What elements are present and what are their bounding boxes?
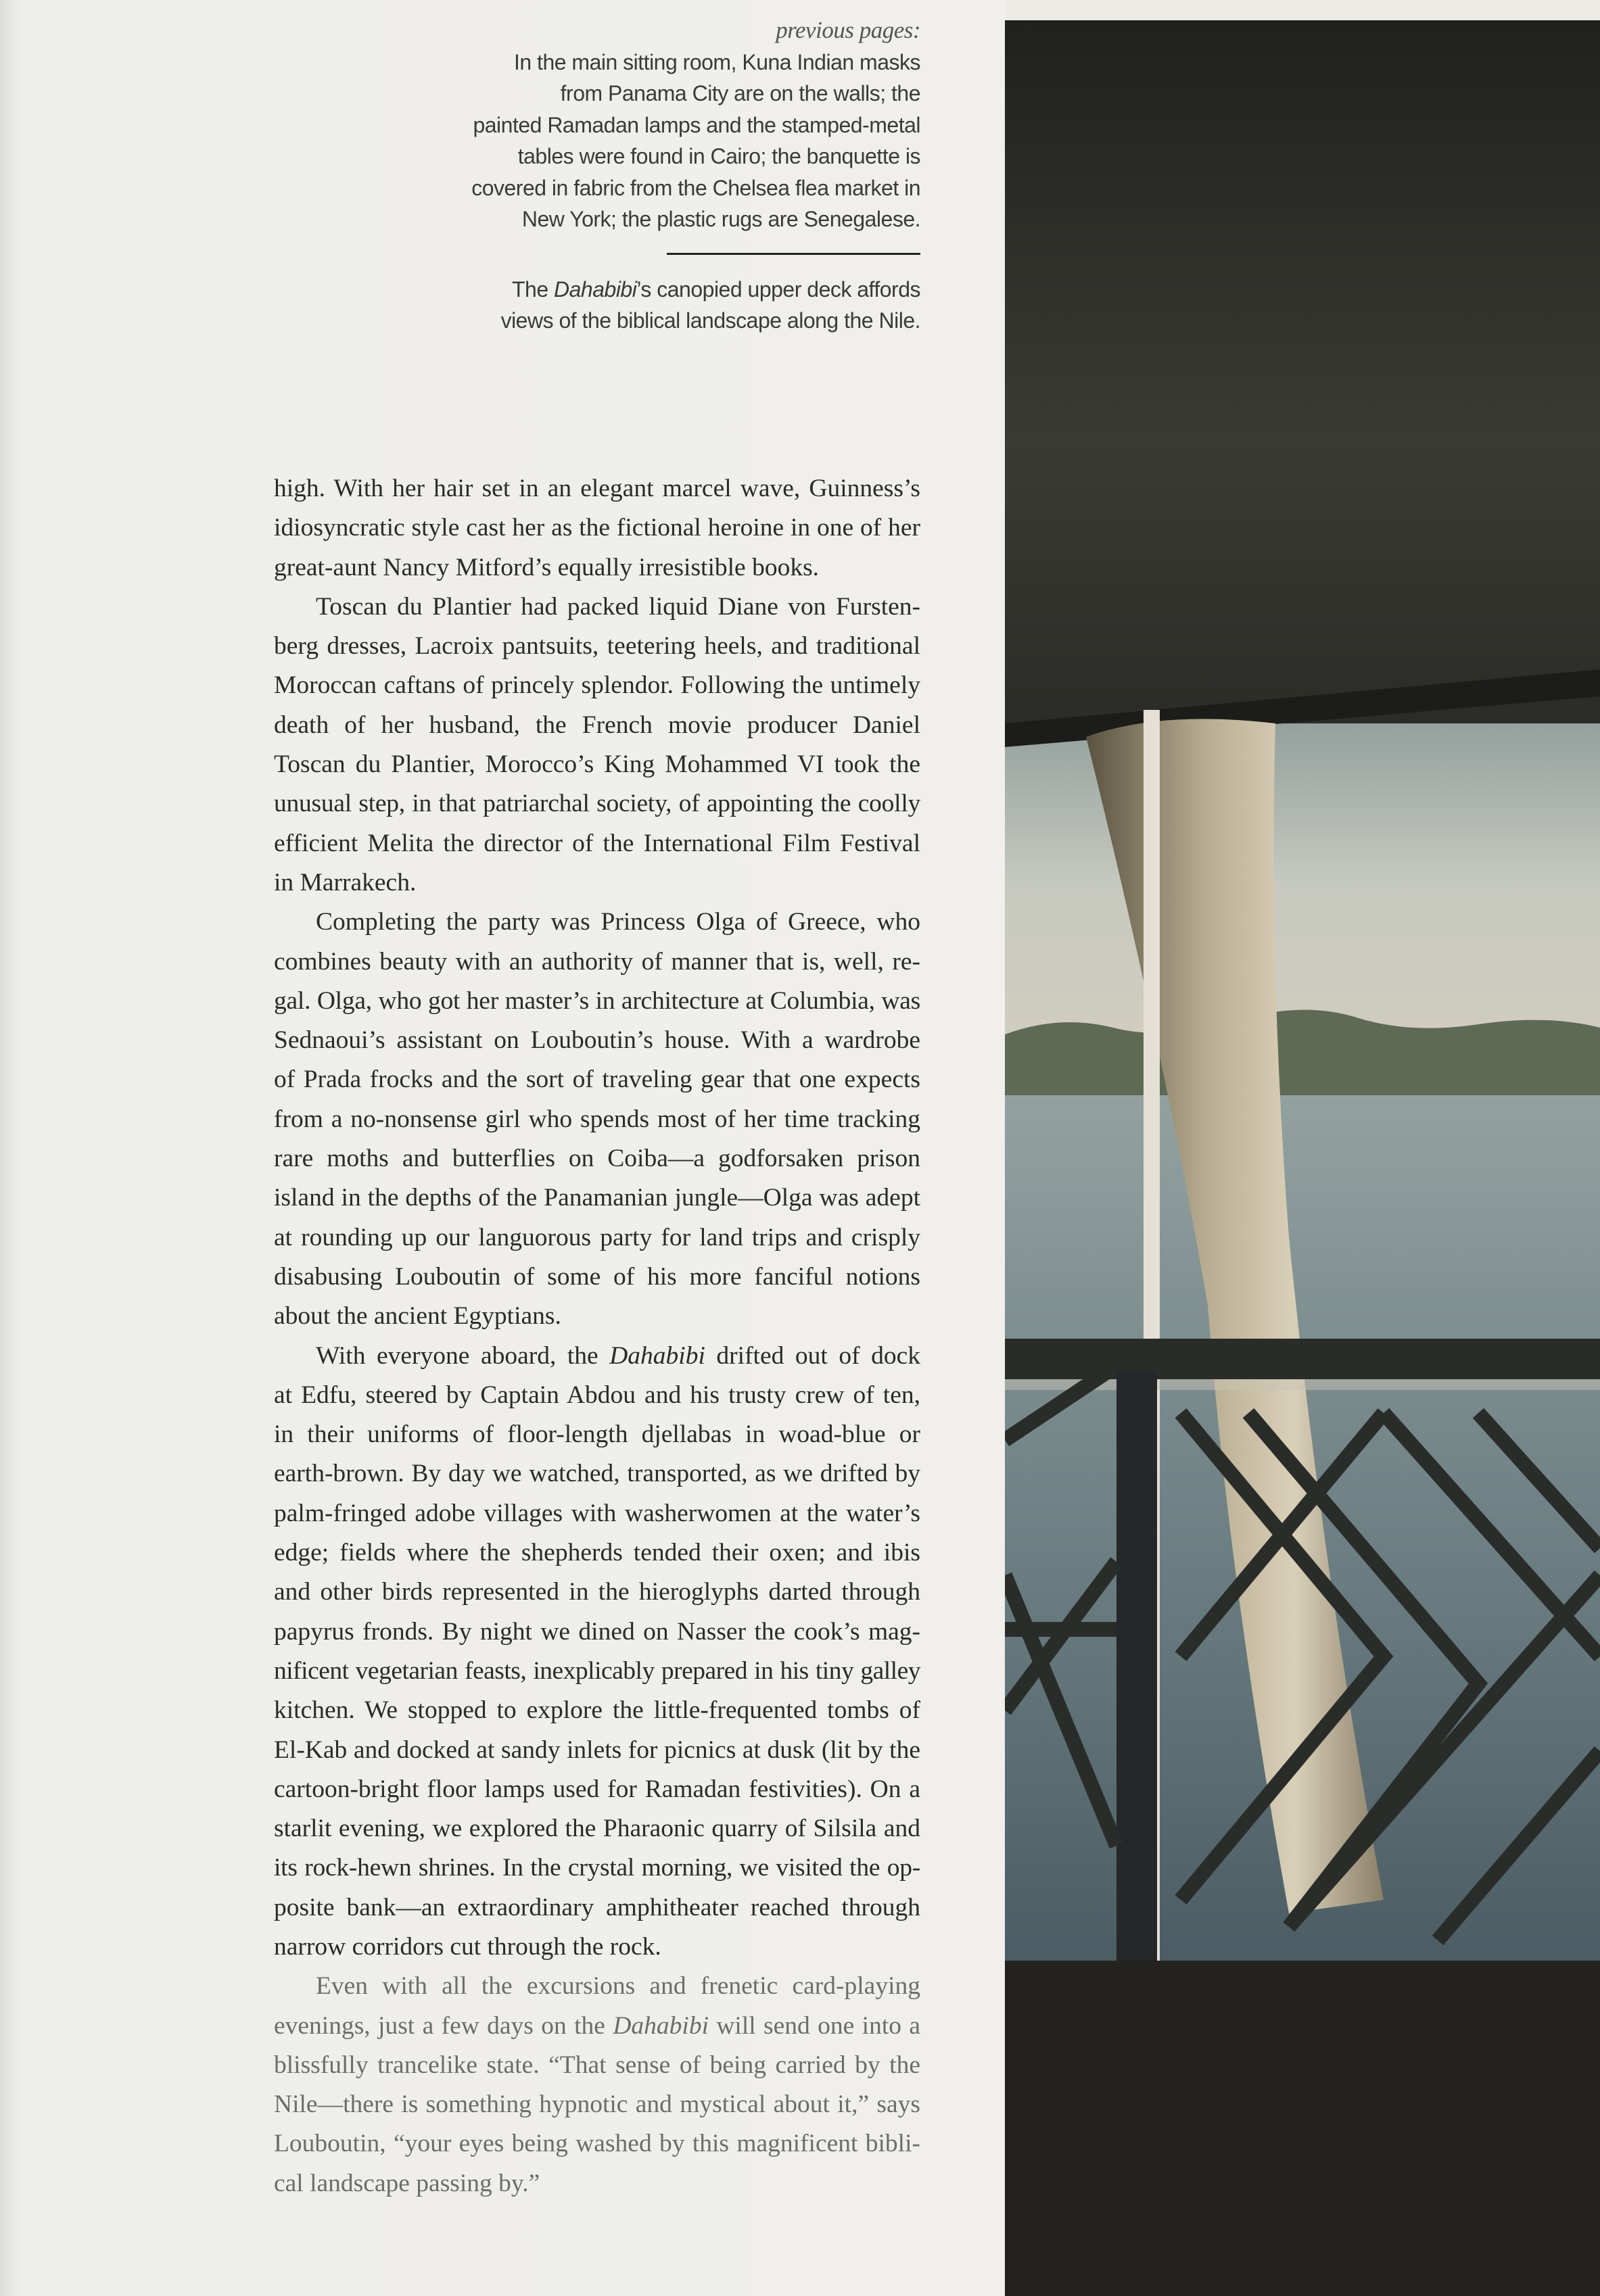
text-line bbox=[274, 745, 920, 784]
text-segment: Even with all the excursions and frenetic card-playing bbox=[316, 1972, 920, 2001]
text-line bbox=[274, 1454, 920, 1493]
text-line bbox=[274, 1770, 920, 1809]
photo-caption bbox=[366, 15, 920, 337]
text-segment: Completing the party was Princess Olga of Greece, who bbox=[316, 908, 920, 936]
text-segment: disabusing Louboutin of some of his more fanciful notions bbox=[274, 1262, 920, 1291]
text-segment: rare moths and butterflies on Coiba—a godforsaken prison bbox=[274, 1145, 920, 1173]
paragraph bbox=[274, 903, 920, 1336]
caption-kicker: previous pages: bbox=[776, 17, 920, 43]
text-segment: Toscan du Plantier, Morocco’s King Mohammed VI took the bbox=[274, 750, 920, 779]
text-segment: at Edfu, steered by Captain Abdou and his trusty crew of ten, bbox=[274, 1381, 920, 1409]
text-line bbox=[274, 1533, 920, 1573]
text-segment: of Prada frocks and the sort of traveling gear that one expects bbox=[274, 1066, 920, 1094]
text-segment: papyrus fronds. By night we dined on Nasser the cook’s mag- bbox=[274, 1617, 920, 1646]
text-segment: combines beauty with an authority of manner that is, well, re- bbox=[274, 947, 920, 976]
caption-line: tables were found in Cairo; the banquette is bbox=[517, 144, 920, 168]
text-segment: and other birds represented in the hieroglyphs darted through bbox=[274, 1578, 920, 1606]
text-line bbox=[274, 1848, 920, 1888]
text-line bbox=[274, 1178, 920, 1218]
text-segment: will send one into a bbox=[708, 2011, 921, 2040]
paragraph bbox=[274, 588, 920, 903]
text-line bbox=[274, 1218, 920, 1258]
text-segment: Nile—there is something hypnotic and mystical about it,” says bbox=[274, 2090, 920, 2119]
text-segment: narrow corridors cut through the rock. bbox=[274, 1932, 661, 1961]
text-segment: Sednaoui’s assistant on Louboutin’s house. With a wardrobe bbox=[274, 1026, 920, 1055]
deck-floor bbox=[1005, 1961, 1600, 2296]
text-line bbox=[274, 2164, 920, 2203]
text-segment: idiosyncratic style cast her as the fictional heroine in one of her bbox=[274, 514, 920, 542]
text-line bbox=[274, 2046, 920, 2085]
boat-name: Dahabibi bbox=[613, 2011, 709, 2040]
text-segment: from a no-nonsense girl who spends most of her time tracking bbox=[274, 1105, 920, 1133]
text-segment: great-aunt Nancy Mitford’s equally irresistible books. bbox=[274, 553, 820, 581]
text-segment: gal. Olga, who got her master’s in architecture at Columbia, was bbox=[274, 986, 920, 1015]
canopy bbox=[1005, 20, 1600, 723]
text-segment: edge; fields where the shepherds tended their oxen; and ibis bbox=[274, 1539, 920, 1567]
railing-post bbox=[1116, 1372, 1157, 1981]
text-line bbox=[274, 1139, 920, 1178]
text-line bbox=[274, 706, 920, 745]
text-line bbox=[274, 1809, 920, 1848]
text-line bbox=[274, 1612, 920, 1652]
text-segment: Moroccan caftans of princely splendor. Following the untimely bbox=[274, 671, 920, 700]
text-segment: posite bank—an extraordinary amphitheater reached through bbox=[274, 1893, 920, 1921]
text-line bbox=[274, 2007, 920, 2046]
caption-line: from Panama City are on the walls; the bbox=[560, 81, 920, 105]
text-line bbox=[274, 1691, 920, 1730]
deck-photo bbox=[1005, 20, 1600, 2296]
text-line bbox=[274, 469, 920, 508]
text-segment: evenings, just a few days on the bbox=[274, 2011, 613, 2040]
text-segment: blissfully trancelike state. “That sense of being carried by the bbox=[274, 2051, 920, 2079]
text-line bbox=[274, 1297, 920, 1336]
text-line bbox=[274, 1415, 920, 1454]
text-segment: unusual step, in that patriarchal society, of appointing the coolly bbox=[274, 790, 920, 818]
text-line bbox=[274, 982, 920, 1021]
text-line bbox=[274, 1731, 920, 1770]
text-line bbox=[274, 1258, 920, 1297]
text-segment: high. With her hair set in an elegant marcel wave, Guinness’s bbox=[274, 475, 920, 502]
text-line bbox=[274, 1494, 920, 1533]
text-line bbox=[274, 903, 920, 942]
text-segment: in Marrakech. bbox=[274, 868, 417, 896]
text-line bbox=[274, 1573, 920, 1612]
paragraph bbox=[274, 1967, 920, 2203]
text-line bbox=[274, 1888, 920, 1928]
text-segment: Louboutin, “your eyes being washed by this magnificent bibli- bbox=[274, 2130, 920, 2158]
text-line bbox=[274, 942, 920, 982]
text-segment: kitchen. We stopped to explore the little-frequented tombs of bbox=[274, 1696, 920, 1725]
text-segment: cartoon-bright floor lamps used for Ramadan festivities). On a bbox=[274, 1775, 920, 1803]
text-line bbox=[274, 1021, 920, 1060]
caption-line bbox=[366, 274, 920, 306]
caption-boat-name: Dahabibi bbox=[554, 277, 637, 302]
text-segment: at rounding up our languorous party for land trips and crisply bbox=[274, 1223, 920, 1251]
text-line bbox=[274, 824, 920, 863]
text-segment: earth-brown. By day we watched, transported, as we drifted by bbox=[274, 1460, 920, 1488]
paragraph bbox=[274, 1337, 920, 1967]
text-segment: death of her husband, the French movie producer Daniel bbox=[274, 711, 920, 739]
caption-line: In the main sitting room, Kuna Indian masks bbox=[513, 49, 920, 74]
text-segment: Toscan du Plantier had packed liquid Diane von Fursten- bbox=[316, 592, 920, 621]
text-line bbox=[274, 1060, 920, 1099]
text-line bbox=[274, 588, 920, 627]
text-line bbox=[274, 1652, 920, 1691]
text-segment: cal landscape passing by.” bbox=[274, 2169, 540, 2197]
text-line bbox=[274, 627, 920, 666]
text-segment: efficient Melita the director of the International Film Festival bbox=[274, 829, 920, 857]
text-line bbox=[274, 1337, 920, 1376]
text-line bbox=[274, 2085, 920, 2124]
text-line bbox=[274, 863, 920, 903]
nile-deck-illustration bbox=[1005, 20, 1600, 2296]
text-segment: El-Kab and docked at sandy inlets for picnics at dusk (lit by the bbox=[274, 1736, 920, 1764]
text-line bbox=[274, 1928, 920, 1967]
text-segment: starlit evening, we explored the Pharaonic quarry of Silsila and bbox=[274, 1815, 920, 1843]
text-segment: palm-fringed adobe villages with washerwomen at the water’s bbox=[274, 1499, 920, 1527]
text-segment: drifted out of dock bbox=[705, 1341, 920, 1370]
text-segment: island in the depths of the Panamanian jungle—Olga was adept bbox=[274, 1184, 920, 1212]
caption-previous-pages bbox=[366, 47, 920, 235]
caption-divider bbox=[667, 253, 920, 255]
article-body bbox=[274, 469, 920, 2203]
text-segment: berg dresses, Lacroix pantsuits, teetering heels, and traditional bbox=[274, 632, 920, 661]
text-line bbox=[274, 1376, 920, 1415]
text-segment: With everyone aboard, the bbox=[316, 1341, 610, 1370]
caption-line: New York; the plastic rugs are Senegalese. bbox=[521, 207, 920, 231]
caption-line: views of the biblical landscape along the Nile. bbox=[500, 308, 920, 333]
text-line bbox=[274, 784, 920, 823]
caption-line: painted Ramadan lamps and the stamped-metal bbox=[473, 112, 920, 137]
paragraph bbox=[274, 469, 920, 588]
caption-line: covered in fabric from the Chelsea flea market in bbox=[471, 175, 920, 200]
text-segment: about the ancient Egyptians. bbox=[274, 1302, 561, 1331]
text-segment: its rock-hewn shrines. In the crystal morning, we visited the op- bbox=[274, 1854, 920, 1882]
text-line bbox=[274, 508, 920, 548]
text-line bbox=[274, 1100, 920, 1139]
boat-name: Dahabibi bbox=[609, 1341, 705, 1370]
text-line bbox=[274, 1967, 920, 2006]
text-line bbox=[274, 2124, 920, 2163]
text-line bbox=[274, 666, 920, 705]
text-segment: in their uniforms of floor-length djellabas in woad-blue or bbox=[274, 1420, 920, 1449]
caption-text: The bbox=[511, 277, 555, 302]
text-line bbox=[274, 548, 920, 588]
caption-text: ’s canopied upper deck affords bbox=[636, 277, 920, 302]
text-segment: nificent vegetarian feasts, inexplicably prepared in his tiny galley bbox=[274, 1656, 920, 1685]
